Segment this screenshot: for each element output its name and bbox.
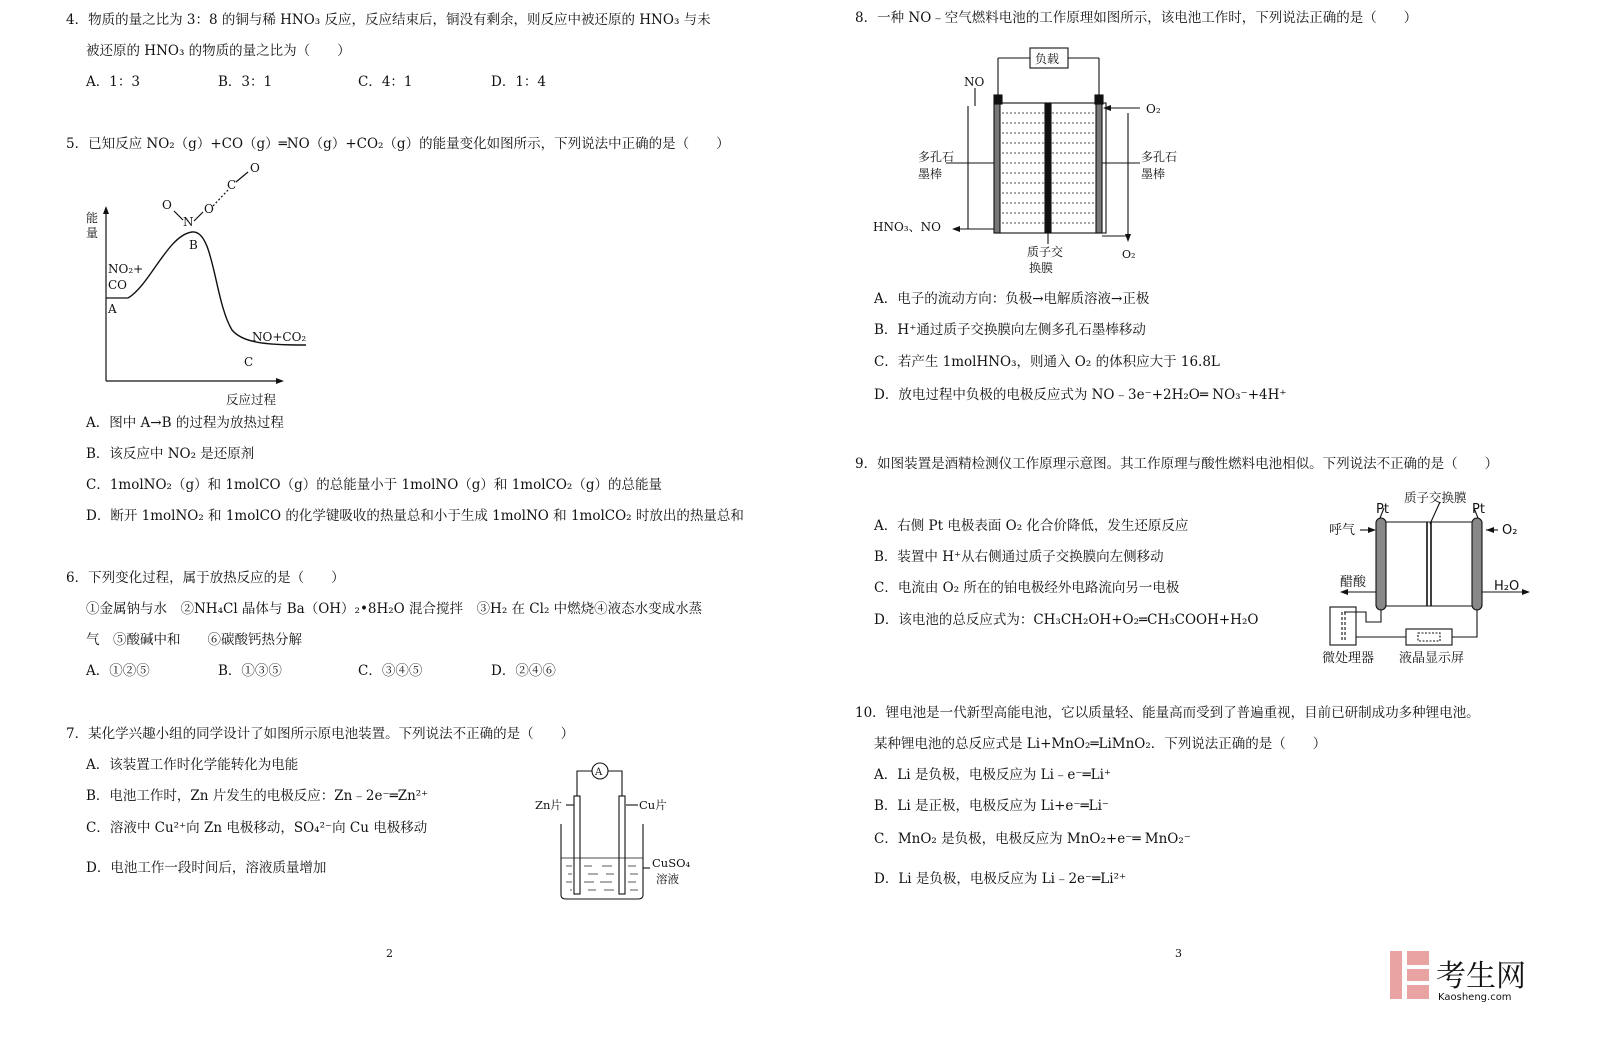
q8-membrane-label-1: 质子交 [1027, 245, 1064, 259]
q4-stem-line2: 被还原的 HNO₃ 的物质的量之比为（ ） [86, 43, 351, 59]
q8-membrane-label-2: 换膜 [1029, 261, 1054, 275]
q7-solution-label-1: CuSO₄ [652, 856, 691, 870]
q8-o2-outlet-label: O₂ [1122, 248, 1136, 261]
q8-right-rod-label-1: 多孔石 [1141, 150, 1178, 164]
q10-stem-line1: 10．锂电池是一代新型高能电池，它以质量轻、能量高而受到了普遍重视，目前已研制成功多种锂电池。 [855, 705, 1480, 721]
q8-option-b: B．H⁺通过质子交换膜向左侧多孔石墨棒移动 [874, 322, 1146, 338]
q8-option-c: C．若产生 1molHNO₃，则通入 O₂ 的体积应大于 16.8L [874, 354, 1220, 370]
q4-option-d: D．1：4 [491, 74, 547, 90]
q9-option-a: A．右侧 Pt 电极表面 O₂ 化合价降低，发生还原反应 [874, 518, 1189, 534]
q6-items-line1: ①金属钠与水 ②NH₄Cl 晶体与 Ba（OH）₂•8H₂O 混合搅拌 ③H₂ 在 Cl₂ 中燃烧④液态水变成水蒸 [86, 601, 703, 617]
q5-option-a: A．图中 A→B 的过程为放热过程 [86, 415, 284, 431]
q9-pt-left-label: Pt [1376, 502, 1389, 517]
q9-acid-label: 醋酸 [1340, 575, 1367, 590]
q5-atom-o2: O [204, 202, 214, 216]
q9-water-label: H₂O [1494, 579, 1520, 594]
q5-option-c: C．1molNO₂（g）和 1molCO（g）的总能量小于 1molNO（g）和 1molCO₂（g）的总能量 [86, 477, 662, 493]
q9-membrane-label: 质子交换膜 [1404, 490, 1467, 505]
q8-o2-inlet-label: O₂ [1146, 102, 1161, 116]
q10-option-d: D．Li 是负极，电极反应为 Li﹣2e⁻═Li²⁺ [874, 871, 1127, 887]
q5-point-a: A [108, 302, 117, 316]
q8-no-inlet-label: NO [964, 75, 985, 89]
q5-product: NO+CO₂ [252, 330, 307, 344]
q5-atom-c: C [227, 178, 237, 192]
q9-processor-label: 微处理器 [1322, 651, 1375, 666]
q7-ammeter-label: A [595, 767, 603, 778]
q8-left-rod-label-1: 多孔石 [918, 150, 955, 164]
q8-outlet-left-label: HNO₃、NO [873, 220, 941, 234]
q10-option-a: A．Li 是负极，电极反应为 Li﹣e⁻═Li⁺ [874, 767, 1112, 783]
q7-solution-label-2: 溶液 [656, 872, 679, 886]
watermark-text: 考生网 [1436, 959, 1526, 994]
q7-zn-label: Zn片 [535, 798, 562, 812]
q9-option-c: C．电流由 O₂ 所在的铂电极经外电路流向另一电极 [874, 580, 1180, 596]
q9-stem: 9．如图装置是酒精检测仪工作原理示意图。其工作原理与酸性燃料电池相似。下列说法不正确的是（ ） [855, 456, 1499, 472]
q5-xlabel: 反应过程 [226, 392, 277, 407]
q7-option-a: A．该装置工作时化学能转化为电能 [86, 757, 299, 773]
q7-option-c: C．溶液中 Cu²⁺向 Zn 电极移动，SO₄²⁻向 Cu 电极移动 [86, 820, 428, 836]
q5-atom-o1: O [162, 198, 172, 212]
q4-option-b: B．3：1 [218, 74, 273, 90]
q6-stem: 6．下列变化过程，属于放热反应的是（ ） [66, 570, 345, 586]
q8-option-d: D．放电过程中负极的电极反应式为 NO﹣3e⁻+2H₂O═ NO₃⁻+4H⁺ [874, 387, 1287, 403]
q7-stem: 7．某化学兴趣小组的同学设计了如图所示原电池装置。下列说法不正确的是（ ） [66, 726, 575, 742]
q8-load-label: 负载 [1035, 52, 1060, 66]
q5-ylabel-2: 量 [86, 226, 99, 240]
q7-cu-label: Cu片 [639, 798, 667, 812]
q5-option-b: B．该反应中 NO₂ 是还原剂 [86, 446, 255, 462]
q9-option-b: B．装置中 H⁺从右侧通过质子交换膜向左侧移动 [874, 549, 1164, 565]
q5-atom-n: N [183, 215, 194, 229]
q9-display-label: 液晶显示屏 [1399, 651, 1465, 666]
q4-option-c: C．4：1 [358, 74, 413, 90]
q7-option-d: D．电池工作一段时间后，溶液质量增加 [86, 860, 327, 876]
q6-option-b: B．①③⑤ [218, 663, 282, 679]
watermark-url: Kaosheng.com [1438, 992, 1512, 1003]
q10-option-b: B．Li 是正极，电极反应为 Li+e⁻═Li⁻ [874, 798, 1110, 814]
q5-reactant-1: NO₂+ [108, 262, 144, 276]
q9-o2-label: O₂ [1502, 523, 1518, 538]
q5-point-c: C [244, 355, 254, 369]
q5-reactant-2: CO [108, 278, 128, 292]
q5-point-b: B [189, 238, 198, 252]
page-number-right: 3 [1175, 947, 1182, 960]
q8-option-a: A．电子的流动方向：负极→电解质溶液→正极 [874, 291, 1150, 307]
q7-option-b: B．电池工作时，Zn 片发生的电极反应：Zn﹣2e⁻═Zn²⁺ [86, 788, 429, 804]
q10-option-c: C．MnO₂ 是负极，电极反应为 MnO₂+e⁻═ MnO₂⁻ [874, 831, 1191, 847]
q5-option-d: D．断开 1molNO₂ 和 1molCO 的化学键吸收的热量总和小于生成 1molNO 和 1molCO₂ 时放出的热量总和 [86, 508, 744, 524]
q9-option-d: D．该电池的总反应式为：CH₃CH₂OH+O₂═CH₃COOH+H₂O [874, 612, 1259, 628]
q4-option-a: A．1：3 [86, 74, 140, 90]
q8-stem: 8．一种 NO﹣空气燃料电池的工作原理如图所示，该电池工作时，下列说法正确的是（ ） [855, 10, 1418, 26]
q5-stem: 5．已知反应 NO₂（g）+CO（g）═NO（g）+CO₂（g）的能量变化如图所示，下列说法中正确的是（ ） [66, 136, 730, 152]
q6-option-a: A．①②⑤ [86, 663, 150, 679]
q6-option-d: D．②④⑥ [491, 663, 556, 679]
q9-breath-label: 呼气 [1329, 523, 1356, 538]
q6-items-line2: 气 ⑤酸碱中和 ⑥碳酸钙热分解 [86, 632, 302, 648]
page-number-left: 2 [386, 947, 393, 960]
q6-option-c: C．③④⑤ [358, 663, 423, 679]
q9-pt-right-label: Pt [1472, 502, 1485, 517]
q10-stem-line2: 某种锂电池的总反应式是 Li+MnO₂═LiMnO₂．下列说法正确的是（ ） [874, 736, 1327, 752]
q8-right-rod-label-2: 墨棒 [1141, 167, 1166, 181]
q5-atom-o3: O [250, 161, 260, 175]
q4-stem-line1: 4．物质的量之比为 3：8 的铜与稀 HNO₃ 反应，反应结束后，铜没有剩余，则反应中被还原的 HNO₃ 与未 [66, 12, 711, 28]
q8-left-rod-label-2: 墨棒 [918, 167, 943, 181]
q5-ylabel-1: 能 [86, 211, 99, 225]
